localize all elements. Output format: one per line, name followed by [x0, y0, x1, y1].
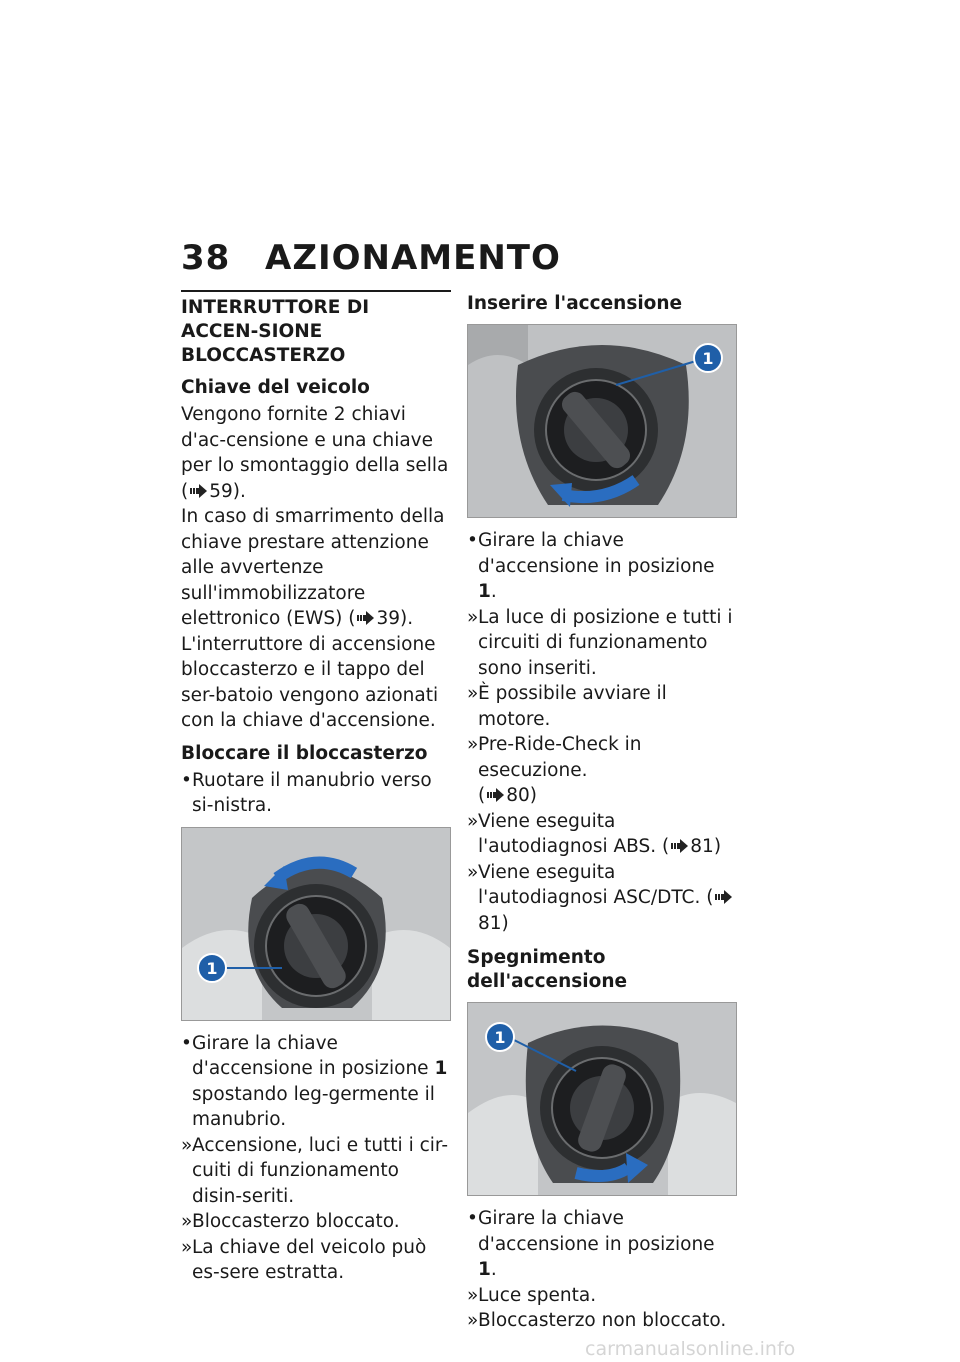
result-item: »La chiave del veicolo può es-sere estratta.: [181, 1236, 427, 1283]
section-title: INTERRUTTORE DI ACCEN-SIONE BLOCCASTERZO: [181, 297, 370, 366]
key-paragraph-3: L'interruttore di accensione bloccasterzo e il tappo del ser-batoio vengono azionati con la chiave d'accensione.: [181, 633, 439, 731]
callout-label: 1: [702, 349, 714, 368]
result-item: »Accensione, luci e tutti i cir-cuiti di funzionamento disin-seriti.: [181, 1134, 449, 1207]
key-paragraph-1: Vengono fornite 2 chiavi d'ac-censione e una chiave per lo smontaggio della sella ( 59).: [181, 404, 449, 502]
result-item: »Viene eseguita l'autodiagnosi ABS. ( 81): [467, 810, 722, 857]
instruction-step: •Girare la chiave d'accensione in posizione 1.: [467, 530, 715, 602]
lock-subtitle: Bloccare il bloccasterzo: [181, 742, 428, 764]
page-reference[interactable]: 81): [690, 836, 722, 857]
instruction-step: •Ruotare il manubrio verso si-nistra.: [181, 769, 432, 816]
arrow-right-icon: [357, 611, 374, 625]
ignition-on-subtitle: Inserire l'accensione: [467, 293, 683, 314]
result-item: »Luce spenta.: [467, 1284, 597, 1306]
key-paragraph-2: In caso di smarrimento della chiave prestare attenzione alle avvertenze sull'immobilizzatore elettronico (EWS) ( 39).: [181, 506, 445, 629]
ignition-off-subtitle: Spegnimento dell'accensione: [467, 947, 628, 992]
ignition-on-figure: [467, 324, 737, 518]
result-item: »Bloccasterzo non bloccato.: [467, 1310, 727, 1331]
instruction-step: •Girare la chiave d'accensione in posizione 1.: [467, 1208, 715, 1280]
arrow-right-icon: [715, 890, 732, 904]
callout-label: 1: [494, 1028, 506, 1047]
lock-figure: [181, 827, 451, 1021]
ignition-off-figure: [467, 1002, 737, 1196]
page-reference[interactable]: 81): [478, 912, 509, 934]
result-item: »Pre-Ride-Check in esecuzione. ( 80): [467, 734, 642, 806]
footer-watermark: carmanualsonline.info: [585, 1338, 796, 1360]
callout-label: 1: [206, 958, 218, 978]
page-reference[interactable]: 80): [506, 785, 537, 806]
key-subtitle: Chiave del veicolo: [181, 377, 370, 398]
page-reference[interactable]: ( 59).: [181, 480, 246, 502]
result-item: »Viene eseguita l'autodiagnosi ASC/DTC. (81): [467, 860, 737, 937]
page-reference[interactable]: ( 39).: [348, 608, 414, 629]
left-column: [181, 290, 451, 1286]
section-rule: [181, 290, 451, 292]
result-item: »La luce di posizione e tutti i circuiti di funzionamento sono inseriti.: [467, 606, 733, 679]
arrow-right-icon: [671, 839, 688, 853]
page-number: 38: [181, 238, 231, 278]
arrow-right-icon: [487, 788, 504, 802]
instruction-step: •Girare la chiave d'accensione in posizione 1 spostando leg-germente il manubrio.: [181, 1032, 448, 1130]
result-item: »Bloccasterzo bloccato.: [181, 1211, 400, 1232]
arrow-right-icon: [190, 484, 207, 498]
page-title: AZIONAMENTO: [265, 238, 561, 278]
result-item: »È possibile avviare il motore.: [467, 683, 667, 730]
right-column: [467, 290, 737, 1334]
